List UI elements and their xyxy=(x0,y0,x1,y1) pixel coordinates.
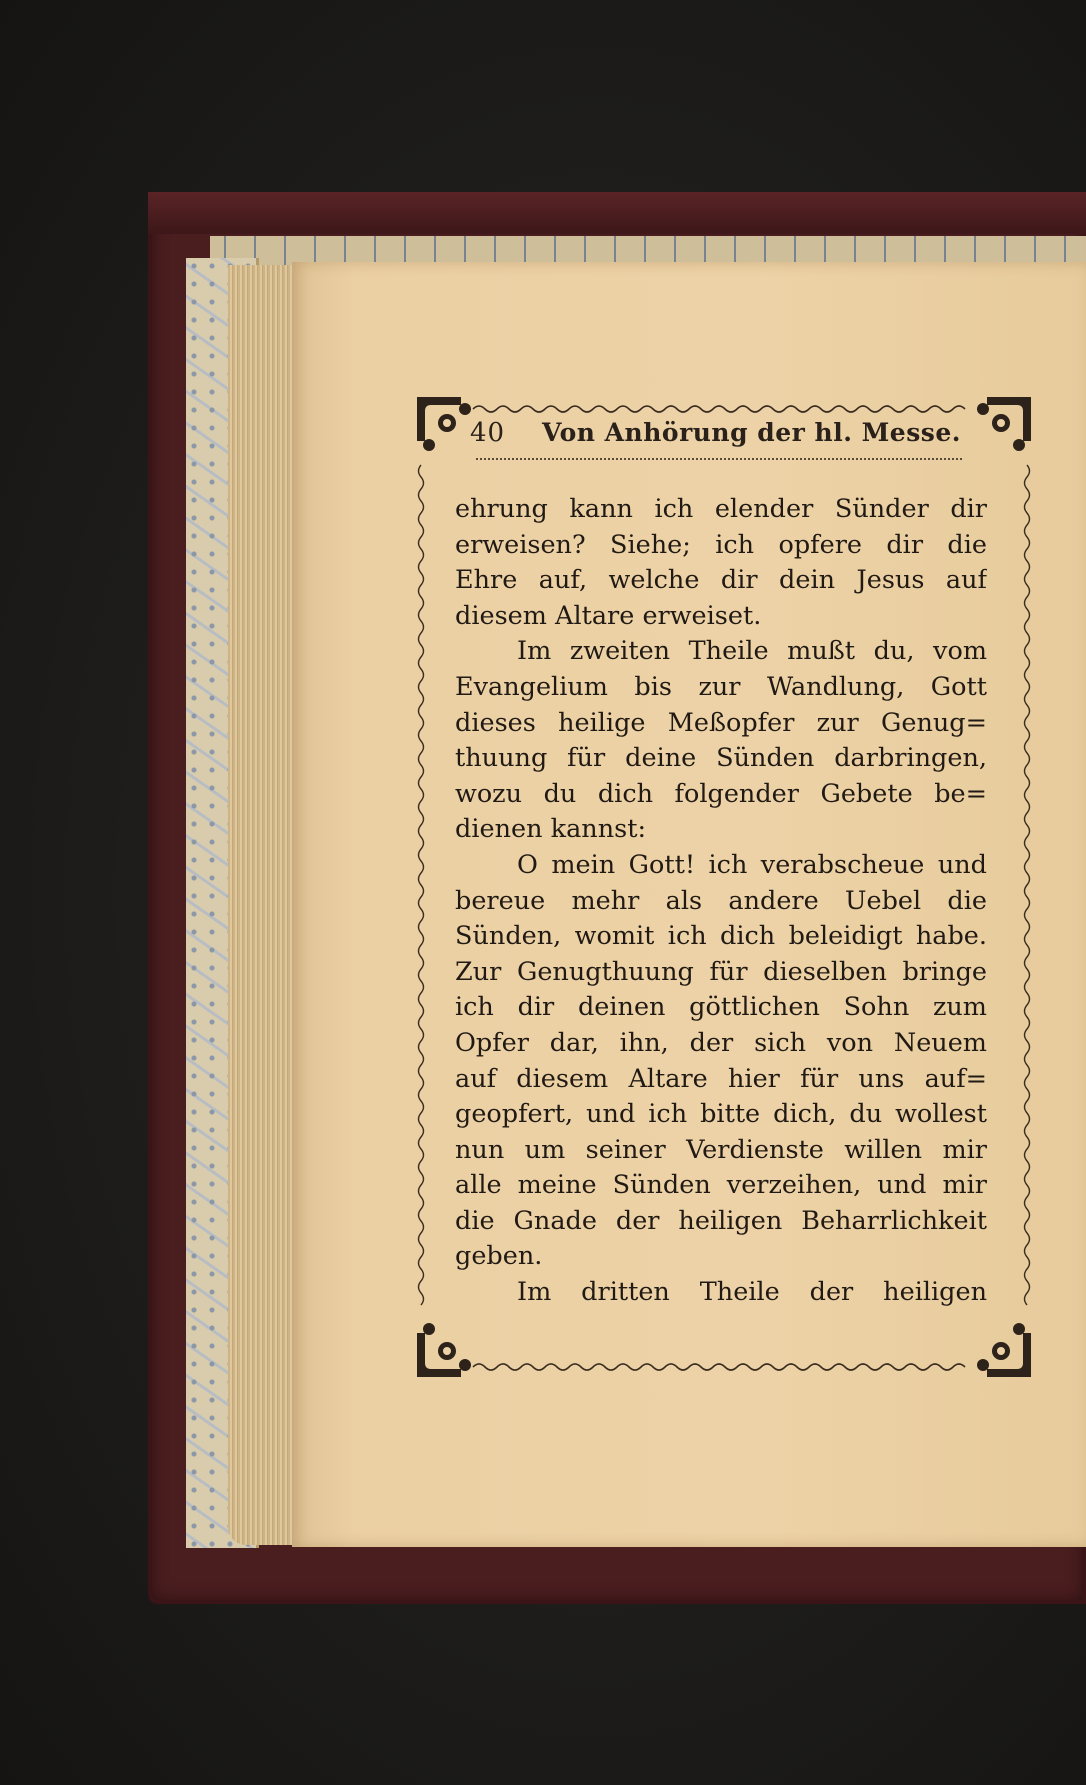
text-line: geben. xyxy=(455,1241,543,1272)
text-line: bereue mehr als andere Uebel die xyxy=(455,885,987,916)
page-number: 40 xyxy=(470,418,506,448)
text-line: erweisen? Siehe; ich opfere dir die xyxy=(455,529,987,560)
text-line: Sünden, womit ich dich beleidigt habe. xyxy=(455,921,987,952)
body-text xyxy=(455,492,987,1311)
text-line: Zur Genugthuung für dieselben bringe xyxy=(455,956,987,987)
text-line: auf diesem Altare hier für uns auf= xyxy=(455,1063,987,1094)
text-line: dieses heilige Meßopfer zur Genug= xyxy=(455,707,987,738)
text-line: die Gnade der heiligen Beharrlichkeit xyxy=(455,1205,987,1236)
text-line: diesem Altare erweiset. xyxy=(455,600,762,631)
text-line: Ehre auf, welche dir dein Jesus auf xyxy=(455,565,987,596)
header-rule xyxy=(476,458,962,460)
text-line: alle meine Sünden verzeihen, und mir xyxy=(455,1170,987,1201)
text-line: Im zweiten Theile mußt du, vom xyxy=(517,636,987,667)
page-edges xyxy=(228,265,298,1545)
text-line: Opfer dar, ihn, der sich von Neuem xyxy=(455,1027,987,1058)
text-line: ich dir deinen göttlichen Sohn zum xyxy=(455,992,987,1023)
text-line: geopfert, und ich bitte dich, du wollest xyxy=(455,1099,987,1130)
cover-top-edge xyxy=(148,192,1086,234)
text-line: nun um seiner Verdienste willen mir xyxy=(455,1134,987,1165)
text-line: thuung für deine Sünden darbringen, xyxy=(455,743,987,774)
text-line: dienen kannst: xyxy=(455,814,647,845)
text-line: Im dritten Theile der heiligen xyxy=(517,1277,987,1308)
text-line: wozu du dich folgender Gebete be= xyxy=(455,778,987,809)
running-head: Von Anhörung der hl. Messe. xyxy=(542,418,961,447)
text-line: O mein Gott! ich verabscheue und xyxy=(517,849,987,880)
text-line: Evangelium bis zur Wandlung, Gott xyxy=(455,671,987,702)
page-header xyxy=(470,418,990,458)
text-line: ehrung kann ich elender Sünder dir xyxy=(455,494,987,524)
